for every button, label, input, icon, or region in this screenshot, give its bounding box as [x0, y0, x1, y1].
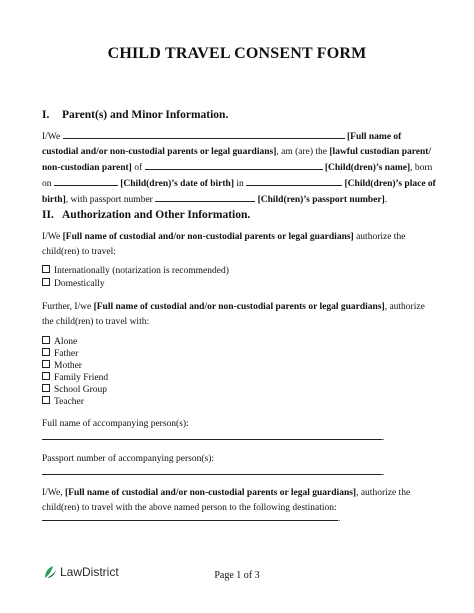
checkbox-square[interactable]	[42, 396, 50, 404]
checkbox-alone[interactable]	[42, 336, 77, 348]
period: .	[382, 468, 385, 478]
accompanying-passport-line[interactable]	[42, 465, 384, 478]
placeholder-birth-date: [Child(dren)’s date of birth]	[120, 179, 234, 189]
text-of: of	[134, 163, 143, 173]
section-2-title: Authorization and Other Information.	[62, 209, 251, 221]
checkbox-square[interactable]	[42, 372, 50, 380]
section-1-heading	[42, 109, 228, 121]
child-name-blank[interactable]	[145, 160, 323, 170]
checkbox-family-friend[interactable]	[42, 372, 108, 384]
text-authorize-travel: authorize the child(ren) to travel:	[42, 232, 406, 257]
option-label: Father	[54, 349, 79, 359]
accompanying-name-blank[interactable]	[42, 430, 382, 440]
lawdistrict-brand: LawDistrict	[60, 565, 119, 579]
text-born-on: , born on	[42, 163, 433, 189]
page-number: Page 1 of 3	[214, 570, 260, 581]
option-label: Teacher	[54, 397, 84, 407]
placeholder-parent-names-3: [Full name of custodial and/or non-custodial parents or legal guardians]	[93, 302, 385, 312]
document-title: CHILD TRAVEL CONSENT FORM	[107, 45, 367, 62]
text-iwe: I/We	[42, 132, 61, 142]
text-passport-number: , with passport number	[65, 195, 153, 205]
placeholder-custodian-type: [lawful custodian parent/ non-custodian parent]	[42, 147, 432, 173]
option-label: School Group	[54, 385, 108, 395]
placeholder-parent-names-2: [Full name of custodial and/or non-custodial parents or legal guardians]	[62, 232, 354, 242]
accompanying-name-line[interactable]	[42, 430, 384, 443]
text-destination: , authorize the child(ren) to travel with the above named person to the following destination:	[42, 488, 411, 513]
option-label: Internationally (notarization is recommended)	[54, 266, 229, 276]
authorize-travel-paragraph	[42, 230, 437, 260]
text-iwe-2: I/We	[42, 232, 61, 242]
text-iwe-3: I/We,	[42, 488, 63, 498]
birth-date-blank[interactable]	[54, 176, 118, 186]
checkbox-square[interactable]	[42, 265, 50, 273]
option-label: Domestically	[54, 279, 105, 289]
checkbox-teacher[interactable]	[42, 396, 84, 408]
destination-blank[interactable]	[42, 511, 338, 521]
checkbox-square[interactable]	[42, 336, 50, 344]
placeholder-birth-place: [Child(dren)’s place of birth]	[42, 179, 436, 205]
checkbox-square[interactable]	[42, 360, 50, 368]
travel-with-paragraph	[42, 300, 437, 330]
placeholder-parent-names-4: [Full name of custodial and/or non-custodial parents or legal guardians]	[64, 488, 357, 498]
passport-number-blank[interactable]	[155, 192, 255, 202]
option-label: Family Friend	[54, 373, 109, 383]
text-further: Further, I/we	[42, 302, 92, 312]
text-travel-with: , authorize the child(ren) to travel with:	[42, 302, 425, 327]
section-2-heading	[42, 209, 250, 221]
text-am-are: , am (are) the	[276, 147, 328, 157]
checkbox-international[interactable]	[42, 265, 229, 277]
placeholder-parent-names: [Full name of custodial and/or non-custodial parents or legal guardians]	[42, 132, 402, 157]
section-1-title: Parent(s) and Minor Information.	[62, 109, 229, 121]
period: .	[338, 514, 341, 524]
birth-place-blank[interactable]	[246, 176, 342, 186]
parent-minor-paragraph	[42, 129, 437, 208]
checkbox-mother[interactable]	[42, 360, 82, 372]
accompanying-name-label: Full name of accompanying person(s):	[42, 419, 189, 429]
text-in: in	[236, 179, 244, 189]
accompanying-passport-blank[interactable]	[42, 465, 382, 475]
placeholder-child-name: [Child(dren)’s name]	[324, 163, 411, 173]
placeholder-passport-number: [Child(ren)’s passport number]	[257, 195, 385, 205]
accompanying-passport-label: Passport number of accompanying person(s):	[42, 454, 215, 464]
checkbox-domestic[interactable]	[42, 278, 105, 290]
option-label: Alone	[54, 337, 78, 347]
checkbox-square[interactable]	[42, 278, 50, 286]
section-2-number: II.	[42, 209, 54, 221]
checkbox-school-group[interactable]	[42, 384, 107, 396]
checkbox-square[interactable]	[42, 348, 50, 356]
option-label: Mother	[54, 361, 82, 371]
period: .	[384, 195, 388, 205]
parent-name-blank[interactable]	[63, 129, 345, 139]
section-1-number: I.	[42, 109, 50, 121]
checkbox-father[interactable]	[42, 348, 78, 360]
destination-line[interactable]	[42, 511, 340, 524]
checkbox-square[interactable]	[42, 384, 50, 392]
period: .	[382, 433, 385, 443]
